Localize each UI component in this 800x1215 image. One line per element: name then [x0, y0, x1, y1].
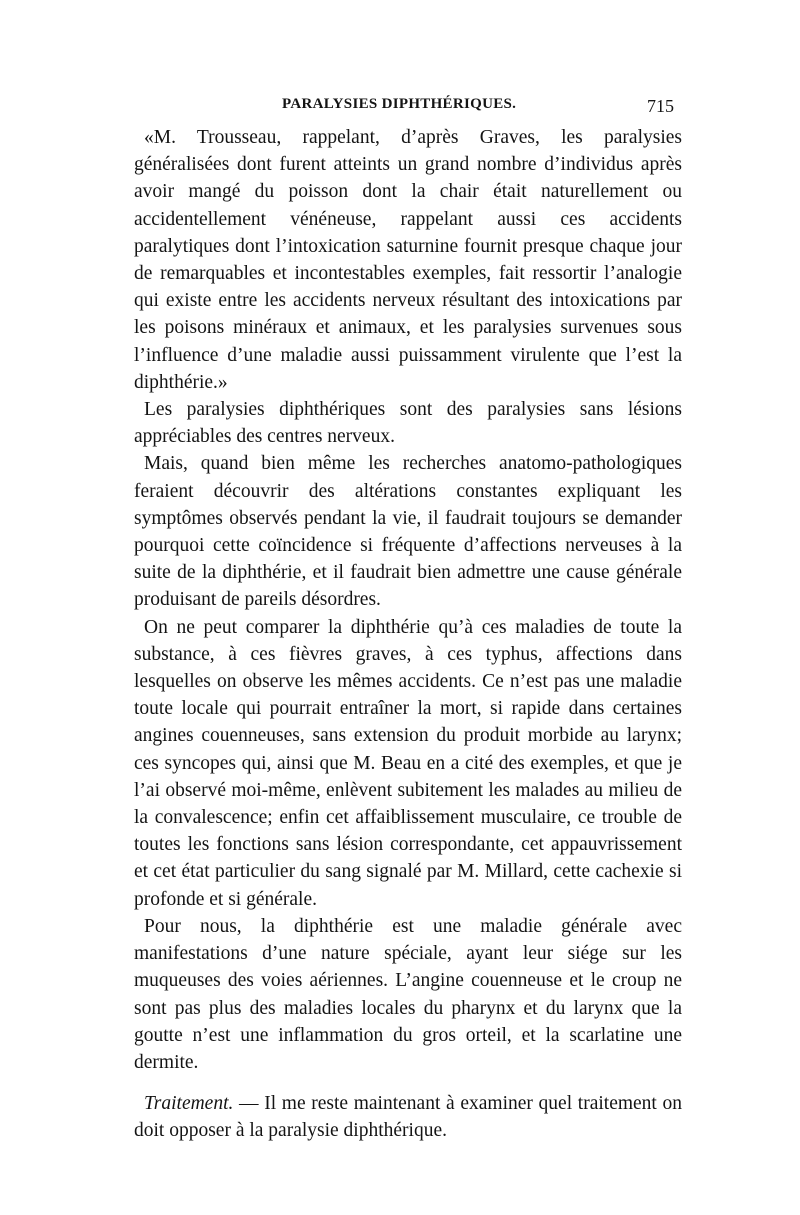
paragraph-lesions: Les paralysies diphthériques sont des paralysies sans lésions appréciables des centres nerveux.	[134, 399, 682, 448]
body-text	[134, 124, 682, 1145]
running-header	[134, 96, 674, 118]
treatment-heading: Traitement.	[144, 1093, 234, 1115]
page-number: 715	[647, 96, 674, 116]
paragraph-anatomo-pathology: Mais, quand bien même les recherches anatomo-pathologiques feraient découvrir des altérations constantes expliquant les symptômes observés pendant la vie, il faudrait toujours se demander pourquoi cette coïncidence si fréquente d’affections nerveuses à la suite de la diphthérie, et il faudrait bien admettre une cause générale produisant de pareils désordres.	[134, 453, 682, 611]
running-title: PARALYSIES DIPHTHÉRIQUES.	[282, 96, 517, 112]
paragraph-quote: «M. Trousseau, rappelant, d’après Graves, les paralysies généralisées dont furent atteints un grand nombre d’individus après avoir mangé du poisson dont la chair était naturellement ou accidentellement vénéneuse, rappelant aussi ces accidents paralytiques dont l’intoxication saturnine fournit presque chaque jour de remarquables et incontestables exemples, fait ressortir l’analogie qui existe entre les accidents nerveux résultant des intoxications par les poisons minéraux et animaux, et les paralysies survenues sous l’influence d’une maladie aussi puissamment virulente que l’est la diphthérie.»	[134, 127, 682, 393]
paragraph-comparison: On ne peut comparer la diphthérie qu’à ces maladies de toute la substance, à ces fièvres graves, à ces typhus, affections dans lesquelles on observe les mêmes accidents. Ce n’est pas une maladie toute locale qui pourrait entraîner la mort, si rapide dans certaines angines couenneuses, sans extension du produit morbide au larynx; ces syncopes qui, ainsi que M. Beau en a cité des exemples, et que je l’ai observé moi-même, enlèvent subitement les malades au milieu de la convalescence; enfin cet affaiblissement musculaire, ce trouble de toutes les fonctions sans lésion correspondante, cet appauvrissement et cet état particulier du sang signalé par M. Millard, cette cachexie si profonde et si générale.	[134, 616, 682, 910]
treatment-text: — Il me reste maintenant à examiner quel traitement on doit opposer à la paralysie diphthérique.	[134, 1093, 682, 1142]
paragraph-general-disease: Pour nous, la diphthérie est une maladie générale avec manifestations d’une nature spéciale, ayant leur siége sur les muqueuses des voies aériennes. L’angine couenneuse et le croup ne sont pas plus des maladies locales du pharynx et du larynx que la goutte n’est une inflammation du gros orteil, et la scarlatine une dermite.	[134, 915, 682, 1073]
paragraph-treatment	[134, 1090, 682, 1144]
